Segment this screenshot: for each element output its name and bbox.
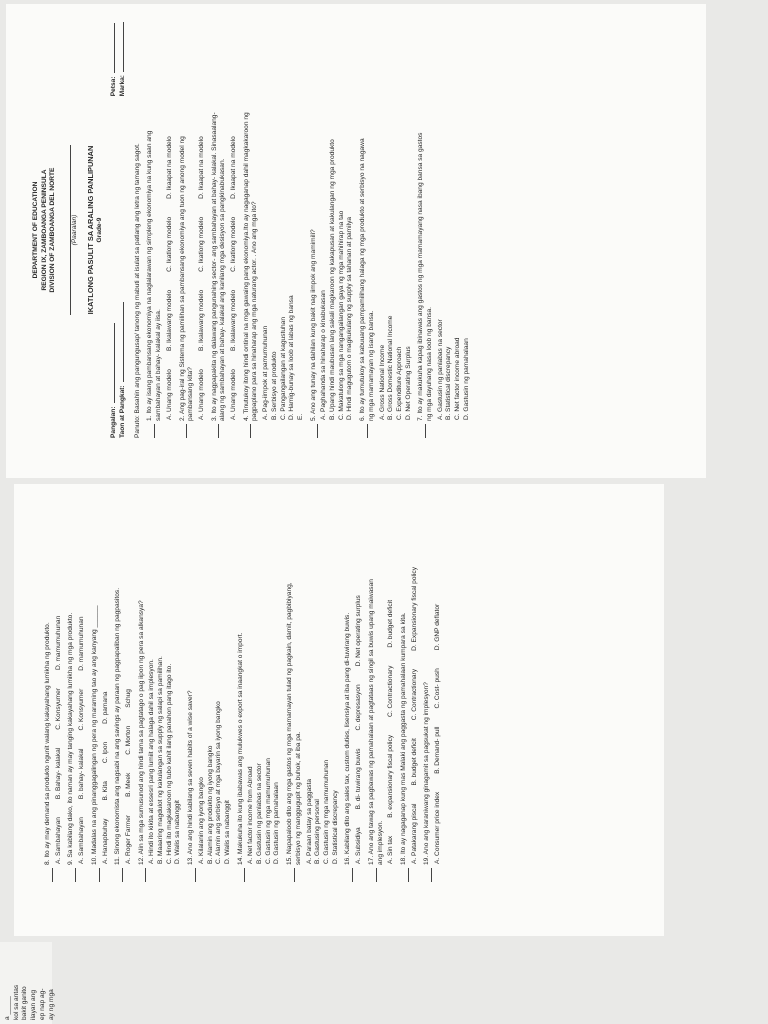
question-16 <box>344 492 363 882</box>
exam-page-2 <box>14 484 664 936</box>
fragment-line: ilayan ang <box>30 989 38 1020</box>
choice: A. Unang modelo <box>230 369 238 420</box>
choice: A. Pag-iimpok at pamumuhunan <box>262 325 270 420</box>
question-13 <box>187 492 233 882</box>
choice: Schug <box>124 689 132 708</box>
answer-blank[interactable] <box>417 424 426 438</box>
question-text: 14. Makukuha ito kung ibabawas ang mulukwes o export sa inaangkat o import. <box>236 632 244 865</box>
choice: A. Gross National Income <box>378 344 386 420</box>
question-5 <box>310 22 356 438</box>
previous-page-strip <box>0 942 55 1024</box>
header-line: DIVISION OF ZAMBOANGA DEL NORTE <box>49 167 57 293</box>
choice: C. Konsyumer <box>78 688 86 731</box>
question-6 <box>359 22 413 438</box>
choice: D. budget deficit <box>387 599 395 648</box>
choice: B. Serbisyo at produkto <box>270 351 278 420</box>
question-12 <box>138 492 184 882</box>
choice: B. Maaaring magdulot ng kakulangan sa supply ng salapi sa pamilihan. <box>157 656 165 864</box>
choice: D. Net operating surplus <box>355 595 363 667</box>
choice: D. Net Operating Surplus <box>404 346 412 420</box>
marka-field[interactable] <box>123 22 124 72</box>
answer-blank[interactable] <box>179 424 188 438</box>
choice: D. Ikaapat na modelo <box>165 136 173 199</box>
choice: B. Demand- pull <box>434 726 442 774</box>
choice: D. Expansionary fiscal policy <box>410 566 418 651</box>
choice: C. Hindi ito magkakaroon ng tubo kahit ilang panahon pang itago ito. <box>165 663 173 864</box>
fragment-line: bakit ganito <box>21 986 29 1020</box>
question-text-continued: serbisyo ng manggugupit ng buhok, at iba pa. <box>294 731 302 865</box>
answer-blank[interactable] <box>138 868 147 882</box>
answer-blank[interactable] <box>286 868 295 882</box>
choice: A. Gastusin ng panlabas na sector <box>436 319 444 420</box>
question-18 <box>400 492 419 882</box>
choice: D. Statistical discrepancy <box>331 790 339 864</box>
pangalan-label: Pangalan: <box>110 406 118 438</box>
question-text: 8. Ito ay may demand sa produkto ngunit walang kakayahang lumikha ng produkto. <box>44 622 51 865</box>
instructions: Panuto: Basahin ang pangungusap/ tanong ng mabuti at isulat sa patlang ang letra ng tamang sagot. <box>133 143 141 438</box>
choice: A. Sin tax <box>387 835 395 864</box>
pangalan-field[interactable] <box>114 323 115 403</box>
choice: D. Gastusin ng pamahalaan <box>462 338 470 420</box>
question-text: 17. Ano ang tawag sa pagbawas ng pamahalaan at pagtataas ng singil sa buwis upang maiwasan <box>367 579 375 865</box>
choice: C. Ikatlong modelo <box>197 216 205 272</box>
question-text: 19. Ano ang karaniwang ginagamit sa pagsukat ng implesyon? <box>423 682 431 865</box>
marka-label: Marka: <box>118 75 126 97</box>
fragment-line: ay ng mga <box>47 989 55 1020</box>
choice: A. Sambahayan <box>78 817 86 864</box>
question-15 <box>286 492 340 882</box>
choice: B. Statistical discrepancy <box>445 346 453 420</box>
school-header <box>32 22 58 438</box>
choice: C. Makatulong sa mga nangangailangan gaya ng mga mahihirap na tao <box>337 210 345 420</box>
choice: B. Ikalawang modelo <box>230 289 238 352</box>
choice: B. expansionary fiscal policy <box>387 734 395 818</box>
question-text: 7. Ito ay makukuha kapag ibinawas ang gastos ng mga mamamayang nasa ibang bansa sa gastos <box>417 132 425 421</box>
answer-blank[interactable] <box>146 424 155 438</box>
question-11 <box>114 492 133 882</box>
fragment-line: ep nap ag- <box>38 988 46 1020</box>
choice: D. GNP deflator <box>434 603 442 651</box>
choice: C. depresasyon <box>355 684 363 731</box>
answer-blank[interactable] <box>310 424 319 438</box>
choice: C. Konsyumer <box>54 687 62 730</box>
questions-8-19 <box>44 492 447 882</box>
question-text: 15. Napapaloob dito ang mga gastos ng mga mamamayan tulad ng pagkain, damit, pagbibiyang, <box>286 582 294 865</box>
answer-blank[interactable] <box>400 868 409 882</box>
choice: D. Hindi magugutom o magkukulang ng supply sa tahanan at pamilya <box>346 216 354 420</box>
choice: D. mamumuhunan <box>78 616 86 671</box>
answer-blank[interactable] <box>67 868 76 882</box>
question-10 <box>91 492 110 882</box>
exam-title: IKATLONG PASULIT SA ARALING PANLIPUNAN <box>85 145 95 315</box>
question-text: 1. Ito ay isang pambansang ekonomiya na naglalarawan ng simpleng ekonomiya na kung saan ang <box>146 130 154 421</box>
taon-label: Taon at Pangkat: <box>118 385 126 438</box>
question-4 <box>243 22 306 438</box>
choice: A. Roger Farmer <box>124 814 132 864</box>
answer-blank[interactable] <box>423 868 432 882</box>
question-text-continued: pagpaplano para sa hinaharap ang mga naturang actor. . Ano ang mga ito? <box>251 201 259 421</box>
question-text-continued: alang ng sambahayan at bahay- kalakal ang kanilang mga desisyon sa pangkinabukasan. <box>219 158 227 421</box>
choice: C. Contractionary <box>410 668 418 721</box>
student-info <box>110 22 127 438</box>
answer-blank[interactable] <box>344 868 353 882</box>
choice: E. <box>296 413 304 420</box>
question-text: 18. Ito ay nagaganap kung mas Malaki ang paggasta ng pamahalaan kumpara sa kita. <box>399 612 407 865</box>
question-text-continued: ang implesyon. <box>376 820 384 865</box>
question-9 <box>67 492 86 882</box>
answer-blank[interactable] <box>44 868 53 882</box>
choice: A. Hindi ito kikita at essesri pang lumiit ang halaga dahil sa implesyon. <box>148 659 156 864</box>
answer-blank[interactable] <box>368 868 377 882</box>
choice: C. Contractionary <box>387 665 395 717</box>
petsa-field[interactable] <box>114 23 115 73</box>
choice: A. Hanapbuhay <box>101 818 109 864</box>
choice: C. Net factor income abroad <box>454 337 462 420</box>
question-text: 5. Ano ang tunay na dahilan kung bakit nag iimpok ang mamimili? <box>309 229 317 421</box>
choice: B. Kita <box>101 781 109 801</box>
choice: D. Ikaapat na modelo <box>197 136 205 199</box>
question-text: 12. Alin sa mga sumusunod ang hindi tama sa pagtatago o pag iipon ng pera sa alkansya? <box>137 600 145 865</box>
question-text: 11. Sinong ekonomista ang nagsabi na ang savings ay paraan ng pagpapaliban ng pagpasitos. <box>114 587 122 865</box>
choice: C. Gastusin ng mga mamumuhunan <box>264 758 272 864</box>
choice: C. Gastusin ng mga namumuhunan <box>322 759 330 864</box>
answer-blank[interactable] <box>114 868 123 882</box>
question-17 <box>368 492 396 882</box>
fragment-line: a _____ <box>4 996 11 1020</box>
choice: C. Expenditure Approach <box>395 346 403 420</box>
question-19 <box>423 492 442 882</box>
choice: D. Walis sa nabanggit <box>174 800 182 864</box>
choice: B. Gastusing personal <box>314 799 322 864</box>
answer-blank[interactable] <box>237 868 246 882</box>
choice: B. di- tuwirang buwis <box>355 748 363 810</box>
choice: A. Subsidiya <box>355 827 363 864</box>
answer-blank[interactable] <box>359 424 368 438</box>
answer-blank[interactable] <box>187 868 196 882</box>
taon-field[interactable] <box>123 302 124 382</box>
question-text: 6. Ito ay tumutukoy sa kabuuang pampamilihang halaga ng mga produkto at serbisyo na nagawa <box>359 138 367 421</box>
header-line: DEPARTMENT OF EDUCATION <box>32 181 39 279</box>
choice: D. Hamig-bunay sa loob at labas ng bansa <box>288 295 296 420</box>
choice: B. Upang hindi maubusan lang sakali magkaroon ng kakapusan at kakulangan ng mga produkto <box>329 139 337 420</box>
question-7 <box>417 22 471 438</box>
question-1 <box>146 22 174 438</box>
choice: B. Ikalawang modelo <box>165 289 173 352</box>
fragment-line: kol sa antas <box>12 984 20 1020</box>
choice: C. Alamin ang serbisyo at mga bayarin sa iyong bangko <box>215 701 223 864</box>
exam-page-1 <box>6 4 706 478</box>
choice: B. Bahay- kalakal <box>54 747 62 800</box>
header-line: REGION IX, ZAMBOANGA PENINSULA <box>40 169 48 291</box>
choice: A. Paraan batay sa paggasta <box>305 778 313 864</box>
choice: A. Net factor income from Abroad <box>247 766 255 864</box>
question-8 <box>44 492 63 882</box>
petsa-label: Petsa: <box>110 76 118 97</box>
question-text: 4. Tinutukoy itong hindi ontinal na mga gawaing pang ekonomiya.Ito ay nagaganap dahil magkakaroon ng <box>242 112 250 421</box>
question-3 <box>211 22 239 438</box>
question-2 <box>179 22 207 438</box>
exam-content <box>32 22 476 438</box>
choice: C. Ipon <box>101 741 109 764</box>
choice: A. Kilalanin ang iyong bangko <box>197 777 205 864</box>
choice: A. Unang modelo <box>197 369 205 420</box>
question-text: 2. Ang pag-iral ng Sistema ng pamilihan sa pambansang ekonomiya ang tuon ng anong model ng <box>178 136 186 421</box>
question-text: 16. Kabilang dito ang sales tax, custom duties, lisensiya at iba pang di-tuwirang buwis. <box>344 612 352 865</box>
answer-blank[interactable] <box>211 424 220 438</box>
choice: C. Cost- push <box>434 668 442 709</box>
question-text: 13. Ano ang hindi kabilang sa seven habits of a wise saver? <box>187 690 195 865</box>
choice: D. Ikaapat na modelo <box>230 136 238 199</box>
choice: A. Patakarang piscal <box>410 803 418 864</box>
question-text-continued: ng mga dayuhang nasa loob ng bansa. <box>426 306 434 421</box>
choice: B. Ikalawang modelo <box>197 289 205 352</box>
question-14 <box>237 492 283 882</box>
choice: A. Paghahanda sa hinaharap o kinabukasan <box>320 290 328 420</box>
question-text: 10. Madalas na ang pinanggagalingan ng pera ng maraming tao ay ang kanyang ______ <box>90 605 98 865</box>
answer-blank[interactable] <box>91 868 100 882</box>
choice: C. Morton <box>124 725 132 755</box>
choice: C. Pangangailangan at kagustuhan <box>279 316 287 420</box>
choice: A. Consumer price index <box>434 791 442 864</box>
grade-level: Grade-9 <box>95 217 103 243</box>
question-text-continued: sambahayan at bahay- kalakal ay iisa. <box>155 309 163 421</box>
choice: D. Walis sa nabanggit <box>223 800 231 864</box>
choice: B. Meek <box>124 772 132 797</box>
answer-blank[interactable] <box>243 424 252 438</box>
choice: D. pamana <box>101 691 109 724</box>
choice: A. Sambahayan <box>54 817 62 864</box>
question-text: 3. Ito ay nagpapakita ng dalawang pangunahing sector- ang sambahayan at bahay- kalakal. Sinasaalang- <box>210 112 218 421</box>
choice: B. budget deficit <box>410 738 418 786</box>
choice: B. Alamin ang produkto ng iyong bangko <box>206 745 214 864</box>
choice: C. Ikatlong modelo <box>230 216 238 272</box>
question-text: 9. Sa kabilang dako, ito naman ay may tanging kakayahang lumikha ng mga produkto. <box>67 612 75 865</box>
question-text-continued: pambansang kita? <box>187 367 195 421</box>
paaralan-label: (Paaralan) <box>71 214 79 246</box>
choice: D. Gastusin ng pamahalaan <box>273 782 281 864</box>
choice: D. mamumuhunan <box>54 615 62 670</box>
choice: C. Ikatlong modelo <box>165 216 173 272</box>
question-text-continued: ng mga mamamayan ng isang bansa. <box>367 310 375 421</box>
choice: B. Gross Domestic National Income <box>387 315 395 420</box>
choice: B. Gastusin ng panlabas na sector <box>256 763 264 864</box>
choice: B. bahay- kalakal <box>78 748 86 800</box>
choice: A. Unang modelo <box>165 369 173 420</box>
